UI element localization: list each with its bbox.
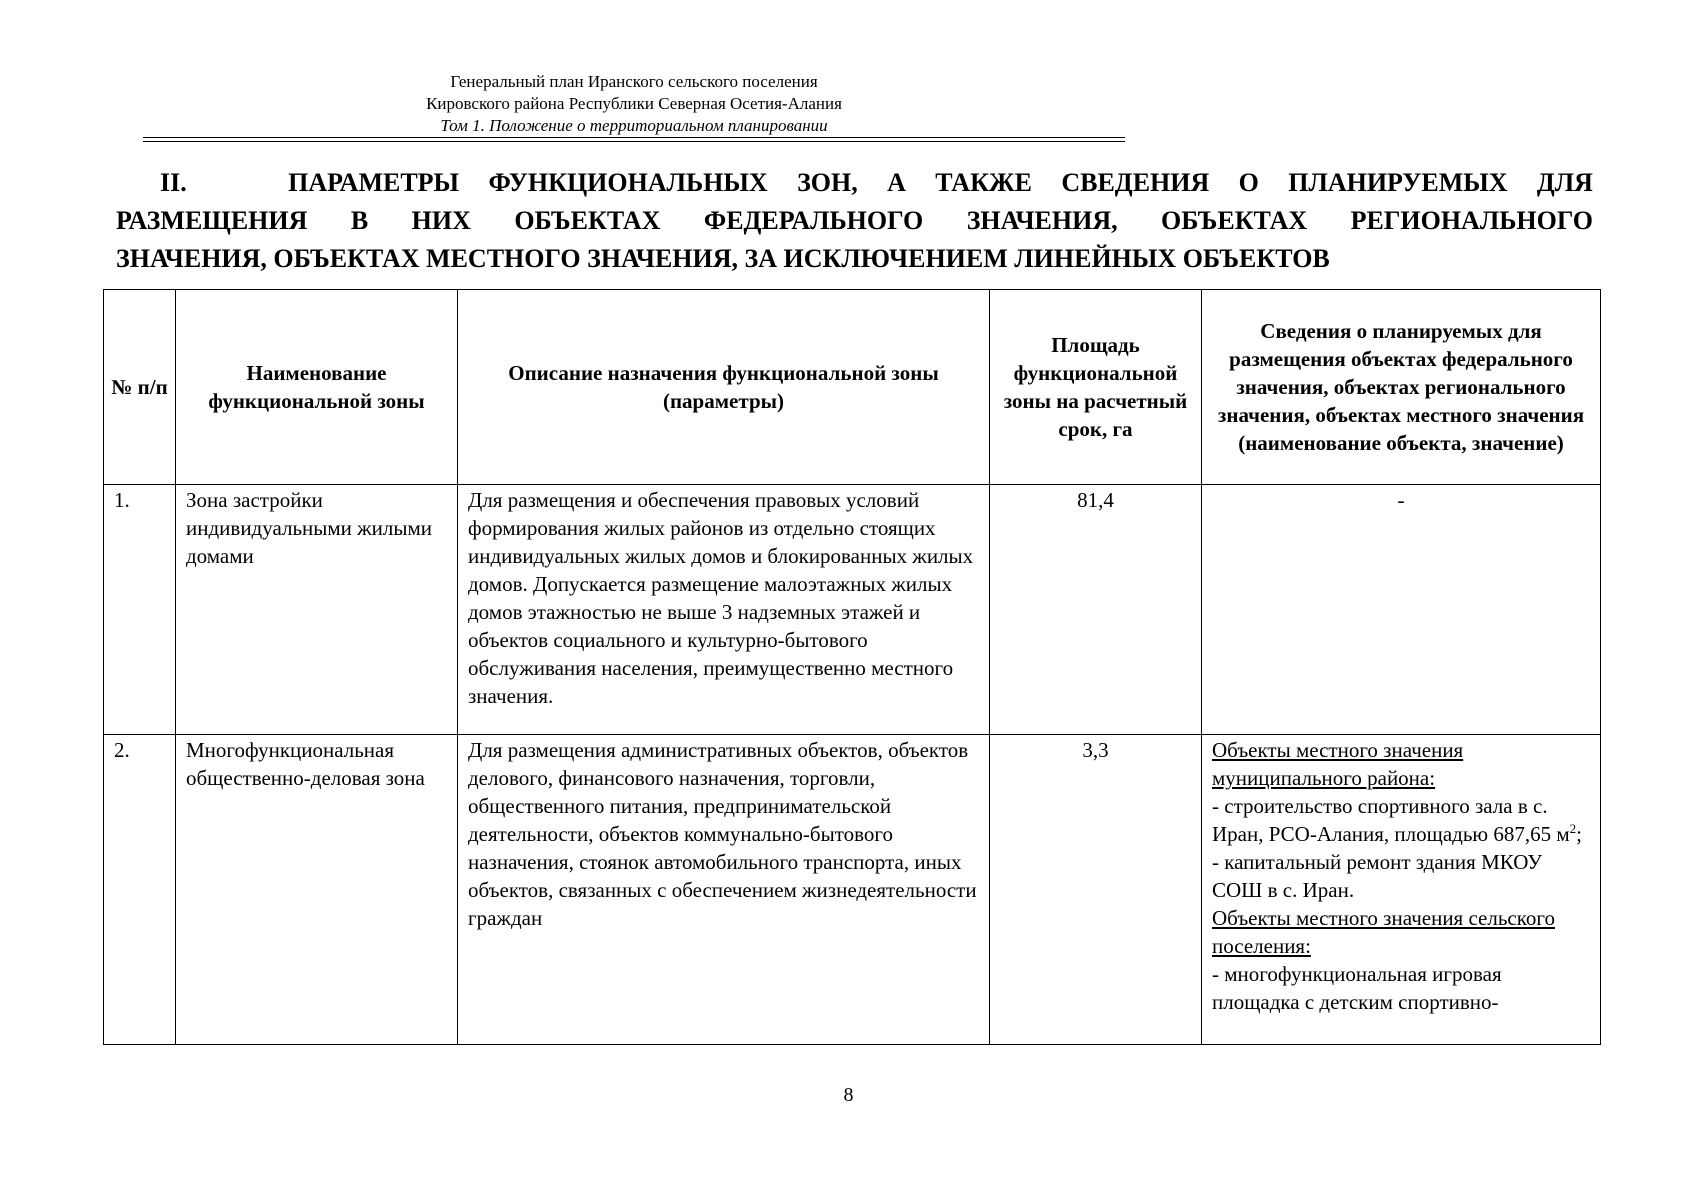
title-word: СВЕДЕНИЯ (1061, 168, 1210, 197)
title-word: ПЛАНИРУЕМЫХ (1288, 168, 1508, 197)
title-word: ТАКЖЕ (935, 168, 1032, 197)
title-line-2 (116, 202, 1593, 240)
title-word: ФУНКЦИОНАЛЬНЫХ (488, 168, 768, 197)
header-line-3: Том 1. Положение о территориальном планировании (440, 116, 828, 135)
zone-area: 3,3 (990, 735, 1202, 1045)
title-word: ОБЪЕКТАХ (514, 206, 661, 235)
title-word: В (350, 206, 369, 235)
planned-objects-heading-district: Объекты местного значения муниципального района: (1212, 738, 1464, 790)
planned-objects: - (1202, 485, 1601, 735)
page-number: 8 (843, 1084, 854, 1106)
planned-object-item: - капитальный ремонт здания МКОУ СОШ в с. Иран. (1212, 850, 1543, 902)
title-word: ПАРАМЕТРЫ (288, 168, 460, 197)
table-row (104, 735, 1601, 1045)
planned-object-item: - многофункциональная игровая площадка с детским спортивно- (1212, 962, 1502, 1014)
planned-objects-heading-settlement: Объекты местного значения сельского поселения: (1212, 906, 1555, 958)
title-word: ДЛЯ (1536, 168, 1593, 197)
zone-name: Многофункциональная общественно-деловая зона (176, 735, 458, 1045)
header-planned-objects: Сведения о планируемых для размещения объектах федерального значения, объектах регионального значения, объектах местного значения (наименование объекта, значение) (1202, 290, 1601, 485)
title-word: ЗНАЧЕНИЯ, (966, 206, 1118, 235)
planned-objects (1202, 735, 1601, 1045)
table-row (104, 485, 1601, 735)
zones-table (103, 289, 1601, 1045)
row-number: 2. (104, 735, 176, 1045)
section-number: II. (160, 168, 187, 197)
title-word: О (1238, 168, 1259, 197)
section-title (116, 164, 1593, 278)
zone-description: Для размещения административных объектов, объектов делового, финансового назначения, торговли, общественного питания, предпринимательской деятельности, объектов коммунально-бытового назначения, стоянок автомобильного транспорта, иных объектов, связанных с обеспечением жизнедеятельности граждан (458, 735, 990, 1045)
planned-object-item: - строительство спортивного зала в с. Иран, РСО-Алания, площадью 687,65 $м^2$; (1212, 794, 1582, 846)
title-word: НИХ (411, 206, 471, 235)
header-zone-name: Наименование функциональной зоны (176, 290, 458, 485)
title-word: ОБЪЕКТАХ (1161, 206, 1308, 235)
title-word: А (887, 168, 906, 197)
header-number: № п/п (104, 290, 176, 485)
zone-description: Для размещения и обеспечения правовых условий формирования жилых районов из отдельно стоящих индивидуальных жилых домов и блокированных жилых домов. Допускается размещение малоэтажных жилых домов этажностью не выше 3 надземных этажей и объектов социального и культурно-бытового обслуживания населения, преимущественно местного значения. (458, 485, 990, 735)
header-description: Описание назначения функциональной зоны (параметры) (458, 290, 990, 485)
header-line-2: Кировского района Республики Северная Осетия-Алания (426, 94, 842, 113)
header-area: Площадь функциональной зоны на расчетный срок, га (990, 290, 1202, 485)
zone-name: Зона застройки индивидуальными жилыми домами (176, 485, 458, 735)
zone-area: 81,4 (990, 485, 1202, 735)
title-word: РАЗМЕЩЕНИЯ (116, 206, 308, 235)
title-word: ФЕДЕРАЛЬНОГО (703, 206, 924, 235)
title-line-3: ЗНАЧЕНИЯ, ОБЪЕКТАХ МЕСТНОГО ЗНАЧЕНИЯ, ЗА ИСКЛЮЧЕНИЕМ ЛИНЕЙНЫХ ОБЪЕКТОВ (116, 244, 1330, 273)
title-word: РЕГИОНАЛЬНОГО (1350, 206, 1593, 235)
title-line-1 (116, 164, 1593, 202)
header-double-rule (143, 137, 1125, 142)
document-header (143, 71, 1125, 137)
header-line-1: Генеральный план Иранского сельского поселения (450, 72, 818, 91)
row-number: 1. (104, 485, 176, 735)
table-header-row (104, 290, 1601, 485)
title-word: ЗОН, (797, 168, 858, 197)
